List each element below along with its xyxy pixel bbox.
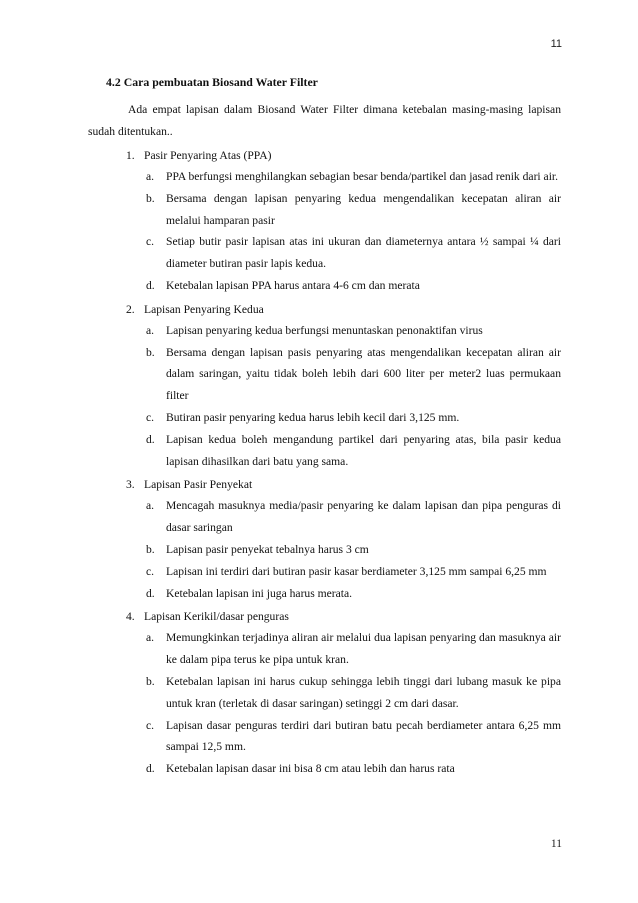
item-text: Ketebalan lapisan PPA harus antara 4-6 cm dan merata — [166, 278, 420, 292]
list-item — [106, 166, 561, 188]
section-list — [106, 145, 561, 780]
item-text: Lapisan kedua boleh mengandung partikel dari penyaring atas, bila pasir kedua lapisan dihasilkan dari batu yang sama. — [166, 432, 561, 468]
item-marker: c. — [146, 564, 155, 578]
section-2 — [106, 299, 561, 473]
section-heading: 4.2 Cara pembuatan Biosand Water Filter — [106, 75, 318, 89]
document-body — [88, 75, 561, 780]
section-title-text: Lapisan Kerikil/dasar penguras — [144, 610, 289, 624]
item-text: Lapisan dasar penguras terdiri dari butiran batu pecah berdiameter antara 6,25 mm sampai 12,5 mm. — [166, 718, 561, 754]
item-list — [106, 495, 561, 604]
section-number: 1. — [126, 149, 135, 162]
item-marker: b. — [146, 345, 155, 359]
item-marker: c. — [146, 235, 155, 249]
list-item — [106, 231, 561, 275]
item-marker: a. — [146, 499, 155, 513]
item-text: Bersama dengan lapisan penyaring kedua mengendalikan kecepatan aliran air melalui hamparan pasir — [166, 191, 561, 227]
section-1 — [106, 145, 561, 297]
section-title — [126, 606, 561, 627]
section-3 — [106, 474, 561, 604]
page-number-top: 11 — [550, 38, 562, 50]
item-marker: a. — [146, 631, 155, 645]
list-item — [106, 627, 561, 671]
section-4 — [106, 606, 561, 780]
list-item — [106, 758, 561, 780]
section-title — [126, 299, 561, 320]
intro-paragraph: Ada empat lapisan dalam Biosand Water Filter dimana ketebalan masing-masing lapisan sudah ditentukan.. — [88, 103, 561, 138]
list-item — [106, 561, 561, 583]
item-list — [106, 166, 561, 297]
item-text: Butiran pasir penyaring kedua harus lebih kecil dari 3,125 mm. — [166, 410, 460, 424]
item-marker: c. — [146, 410, 155, 424]
item-text: Lapisan pasir penyekat tebalnya harus 3 cm — [166, 542, 369, 556]
list-item — [106, 407, 561, 429]
item-marker: c. — [146, 718, 155, 732]
item-marker: b. — [146, 542, 155, 556]
list-item — [106, 495, 561, 539]
section-number: 4. — [126, 610, 135, 624]
item-text: Lapisan ini terdiri dari butiran pasir kasar berdiameter 3,125 mm sampai 6,25 mm — [166, 564, 547, 578]
section-number: 3. — [126, 478, 135, 492]
item-marker: a. — [146, 323, 155, 337]
item-text: Mencagah masuknya media/pasir penyaring ke dalam lapisan dan pipa penguras di dasar saringan — [166, 499, 561, 535]
list-item — [106, 275, 561, 297]
item-text: Lapisan penyaring kedua berfungsi menuntaskan penonaktifan virus — [166, 323, 483, 337]
section-title-text: Lapisan Pasir Penyekat — [144, 478, 253, 492]
item-marker: d. — [146, 762, 155, 776]
item-marker: b. — [146, 191, 155, 205]
item-list — [106, 627, 561, 780]
item-text: Ketebalan lapisan dasar ini bisa 8 cm atau lebih dan harus rata — [166, 762, 455, 776]
item-marker: a. — [146, 170, 155, 183]
list-item — [106, 539, 561, 561]
item-marker: d. — [146, 278, 155, 292]
page-number-bottom: 11 — [550, 838, 562, 850]
list-item — [106, 671, 561, 715]
list-item — [106, 320, 561, 342]
section-title — [126, 474, 561, 495]
list-item — [106, 342, 561, 407]
item-marker: d. — [146, 432, 155, 446]
section-title-text: Pasir Penyaring Atas (PPA) — [144, 149, 272, 162]
item-text: Memungkinkan terjadinya aliran air melalui dua lapisan penyaring dan masuknya air ke dalam pipa terus ke pipa untuk kran. — [166, 631, 561, 667]
item-marker: d. — [146, 586, 155, 600]
item-text: Ketebalan lapisan ini harus cukup sehingga lebih tinggi dari lubang masuk ke pipa untuk kran (terletak di dasar saringan) setinggi 2 cm dari dasar. — [166, 674, 561, 710]
list-item — [106, 188, 561, 232]
item-list — [106, 320, 561, 473]
section-number: 2. — [126, 302, 135, 316]
item-text: Ketebalan lapisan ini juga harus merata. — [166, 586, 353, 600]
section-title-text: Lapisan Penyaring Kedua — [144, 302, 264, 316]
item-text: Bersama dengan lapisan pasis penyaring atas mengendalikan kecepatan aliran air dalam saringan, yaitu tidak boleh lebih dari 600 liter per meter2 luas permukaan filter — [166, 345, 561, 403]
item-marker: b. — [146, 674, 155, 688]
item-text: PPA berfungsi menghilangkan sebagian besar benda/partikel dan jasad renik dari air. — [166, 170, 559, 183]
list-item — [106, 429, 561, 473]
list-item — [106, 583, 561, 605]
item-text: Setiap butir pasir lapisan atas ini ukuran dan diameternya antara ½ sampai ¼ dari diameter butiran pasir lapis kedua. — [166, 235, 561, 271]
section-title — [126, 145, 561, 166]
list-item — [106, 715, 561, 759]
